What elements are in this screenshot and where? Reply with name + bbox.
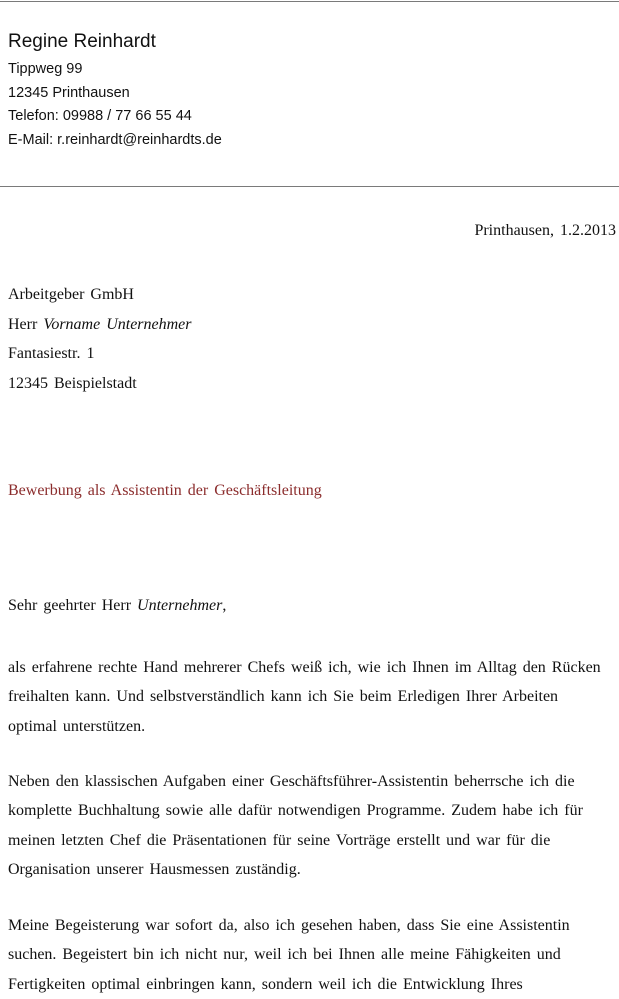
sender-email-line [8, 129, 222, 153]
paragraph-line: Meine Begeisterung war sofort da, also ich gesehen haben, dass Sie eine Assistentin [8, 917, 570, 934]
paragraph-line: optimal unterstützen. [8, 717, 146, 735]
paragraph-line: als erfahrene rechte Hand mehrerer Chefs weiß ich, wie ich Ihnen im Alltag den Rücken [8, 659, 601, 676]
sender-email-label: E-Mail: [8, 131, 58, 148]
greeting-prefix: Sehr geehrter Herr [8, 597, 138, 614]
greeting-name: Unternehmer [137, 597, 223, 614]
greeting [8, 597, 226, 615]
paragraph-line: meinen letzten Chef die Präsentationen für seine Vorträge erstellt und war für die [8, 831, 551, 849]
recipient-contact [8, 310, 192, 340]
recipient-city: 12345 Beispielstadt [8, 374, 137, 392]
recipient-street: Fantasiestr. 1 [8, 345, 95, 362]
header-bottom-rule [0, 186, 619, 187]
header-top-rule [0, 1, 619, 2]
paragraph-line: Neben den klassischen Aufgaben einer Geschäftsführer-Assistentin beherrsche ich die [8, 773, 575, 790]
paragraph-line: komplette Buchhaltung sowie alle dafür notwendigen Programme. Zudem habe ich für [8, 802, 583, 820]
sender-name: Regine Reinhardt [8, 31, 156, 52]
paragraph-line: freihalten kann. Und selbstverständlich kann ich Sie beim Erledigen Ihrer Arbeiten [8, 688, 559, 706]
paragraph-line: suchen. Begeistert bin ich nicht nur, weil ich bei Ihnen alle meine Fähigkeiten und [8, 946, 561, 964]
recipient-salutation-prefix: Herr [8, 315, 44, 333]
sender-block [8, 30, 222, 152]
paragraph-line: Fertigkeiten optimal einbringen kann, sondern weil ich die Entwicklung Ihres [8, 975, 523, 993]
recipient-contact-name: Vorname Unternehmer [43, 315, 192, 333]
recipient-company: Arbeitgeber GmbH [8, 286, 134, 303]
sender-email: r.reinhardt@reinhardts.de [57, 131, 222, 148]
subject-line: Bewerbung als Assistentin der Geschäftsleitung [8, 482, 322, 499]
paragraph-line: Organisation unserer Hausmessen zuständig. [8, 860, 301, 878]
sender-city: 12345 Printhausen [8, 84, 130, 101]
body-paragraph-1 [8, 653, 614, 741]
body-paragraph-3 [8, 911, 614, 999]
place-date: Printhausen, 1.2.2013 [474, 222, 616, 239]
greeting-suffix: , [222, 597, 227, 614]
sender-street: Tippweg 99 [8, 61, 83, 77]
body-paragraph-2 [8, 767, 614, 884]
sender-phone: Telefon: 09988 / 77 66 55 44 [8, 108, 192, 124]
recipient-block [8, 280, 192, 398]
